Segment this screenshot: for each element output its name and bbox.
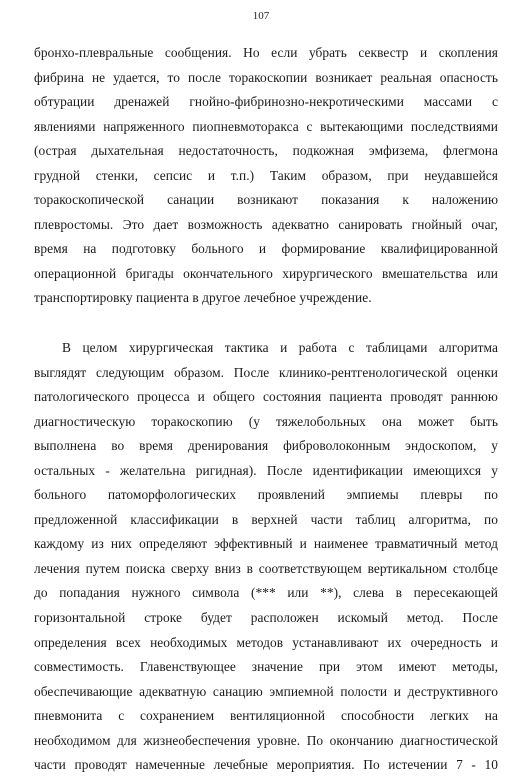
text-line: остальных - желательна ригидная). После идентификации имеющихся у [34, 462, 498, 478]
text-line: грудной стенки, сепсис и т.п.) Таким образом, при неудавшейся [34, 167, 498, 183]
text-line: части проводят намеченные лечебные мероприятия. По истечении 7 - 10 [34, 757, 498, 773]
text-line: В целом хирургическая тактика и работа с таблицами алгоритма [62, 340, 498, 355]
text-line: диагностическую торакоскопию (у тяжелобольных она может быть [34, 413, 498, 429]
text-line: обтурации дренажей гнойно-фибринозно-некротическими массами с [34, 94, 498, 109]
text-line: больного патоморфологических проявлений эмпиемы плевры по [34, 487, 498, 503]
text-line: плевростомы. Это дает возможность адекватно санировать гнойный очаг, [34, 216, 498, 232]
text-line: выполнена во время дренирования фиброволоконным эндоскопом, у [34, 438, 498, 454]
text-line: предложенной классификации в верхней части таблиц алгоритма, по [34, 511, 498, 527]
text-line: лечения путем поиска сверху вниз в соответствующем вертикальном столбце [34, 560, 498, 576]
text-line: фибрина не удается, то после торакоскопии возникает реальная опасность [34, 69, 498, 85]
text-line: торакоскопической санации возникают показания к наложению [34, 192, 498, 207]
text-line: (острая дыхательная недостаточность, подкожная эмфизема, флегмона [34, 143, 498, 158]
text-line: патологического процесса и общего состояния пациента проводят раннюю [34, 389, 498, 405]
text-line: каждому из них определяют эффективный и наименее травматичный метод [34, 536, 498, 552]
text-line: транспортировку пациента в другое лечебное учреждение. [34, 290, 372, 305]
text-line: выглядят следующим образом. После клинико-рентгенологической оценки [34, 364, 498, 380]
text-line: горизонтальной строке будет расположен искомый метод. После [34, 610, 498, 626]
paragraph-1 [34, 41, 498, 311]
paragraph-2 [34, 336, 498, 778]
text-line: явлениями напряженного пиопневмоторакса с вытекающими последствиями [34, 118, 498, 134]
page-number: 107 [252, 10, 270, 22]
text-line: операционной бригады окончательного хирургического вмешательства или [34, 265, 498, 281]
text-line: время на подготовку больного и формирование квалифицированной [34, 241, 498, 256]
text-line: обеспечивающие адекватную санацию эмпиемной полости и деструктивного [34, 683, 498, 699]
text-line: пневмонита с сохранением вентиляционной способности легких на [34, 708, 498, 724]
text-line: совместимость. Главенствующее значение при этом имеют методы, [34, 659, 498, 675]
text-line: бронхо-плевральные сообщения. Но если убрать секвестр и скопления [34, 45, 498, 60]
text-line: до попадания нужного символа (*** или **), слева в пересекающей [34, 585, 498, 601]
text-line: определения всех необходимых методов устанавливают их очередность и [34, 634, 498, 650]
text-line: необходимом для жизнеобеспечения уровне. По окончанию диагностической [34, 732, 498, 748]
